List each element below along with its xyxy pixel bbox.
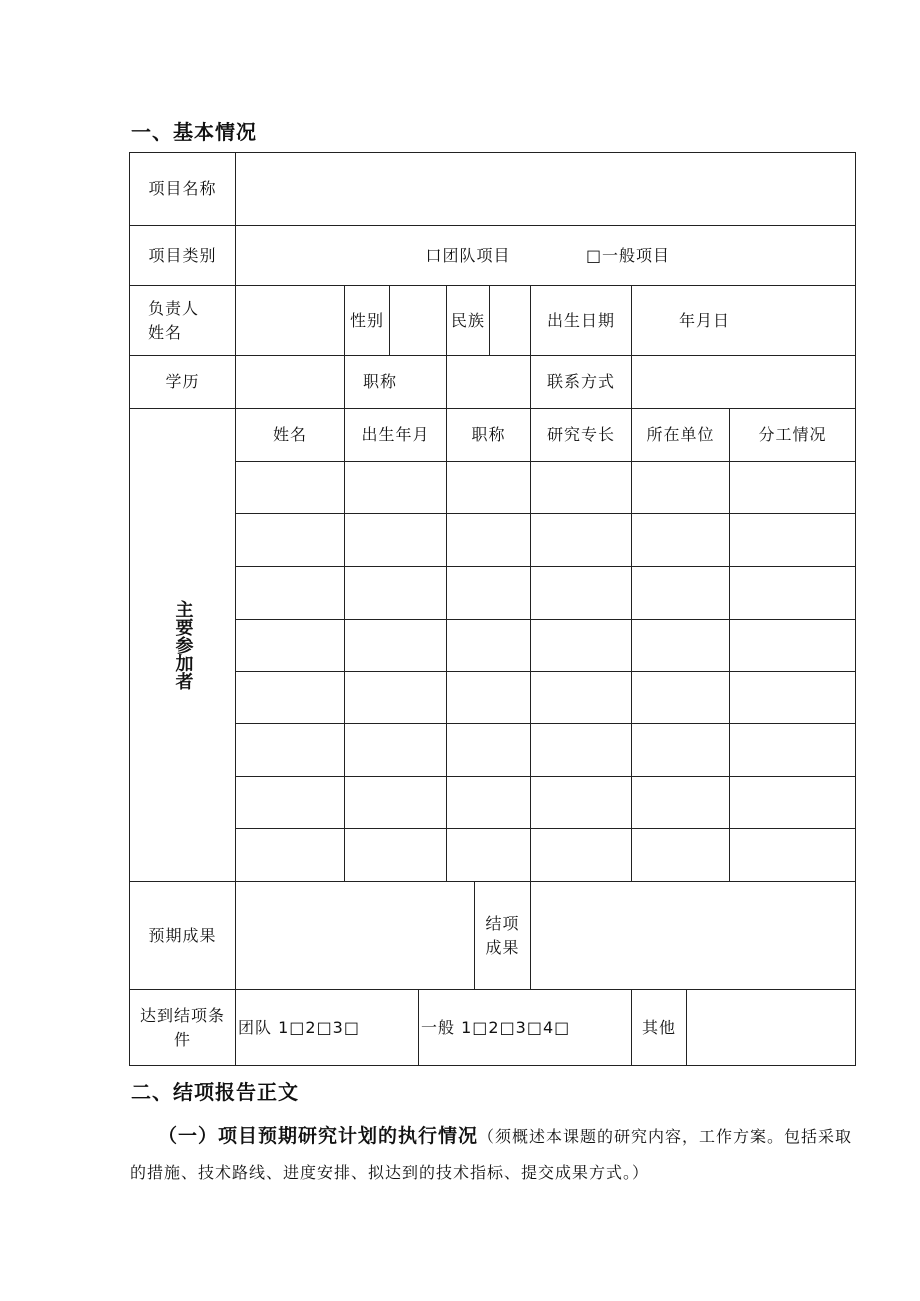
gender-label: 性别	[349, 310, 384, 330]
project-type-label: 项目类别	[148, 245, 217, 265]
expected-results-input[interactable]	[236, 882, 474, 989]
expected-results-label: 预期成果	[148, 925, 217, 945]
birth-date-label: 出生日期	[546, 310, 615, 330]
completion-results-input[interactable]	[531, 882, 855, 989]
project-name-input[interactable]	[236, 153, 855, 225]
conditions-general-options[interactable]: 一般 1□2□3□4□	[421, 1017, 571, 1037]
title-label: 职称	[362, 372, 397, 391]
subsection-1-title: （一）项目预期研究计划的执行情况	[158, 1125, 479, 1147]
type-option-general[interactable]: □一般项目	[585, 245, 671, 265]
participants-label-text: 主要参加者	[172, 600, 194, 690]
leader-name-label-line2: 姓名	[148, 322, 183, 342]
other-input[interactable]	[687, 990, 855, 1065]
completion-results-label-line1: 结项	[485, 913, 520, 933]
birth-date-value[interactable]: 年月日	[678, 310, 730, 330]
other-label: 其他	[641, 1017, 676, 1037]
title-input[interactable]	[447, 356, 530, 408]
leader-name-input[interactable]	[236, 286, 344, 355]
participant-header-title: 职称	[471, 425, 506, 444]
education-input[interactable]	[236, 356, 344, 408]
contact-label: 联系方式	[546, 372, 615, 391]
participant-header-name: 姓名	[272, 425, 307, 444]
conditions-label-line2: 件	[173, 1029, 191, 1049]
participant-header-specialty: 研究专长	[546, 425, 615, 444]
gender-input[interactable]	[390, 286, 446, 355]
education-label: 学历	[165, 372, 200, 391]
participant-header-role: 分工情况	[758, 425, 827, 444]
section-1-title: 一、基本情况	[131, 120, 257, 144]
conditions-label	[130, 990, 235, 1065]
conditions-team-options[interactable]: 团队 1□2□3□	[238, 1017, 360, 1037]
conditions-label-line1: 达到结项条	[139, 1005, 225, 1025]
leader-name-label-line1: 负责人	[148, 298, 200, 318]
completion-results-label-line2: 成果	[485, 937, 520, 957]
contact-input[interactable]	[632, 356, 855, 408]
project-name-label: 项目名称	[148, 179, 217, 198]
subsection-1-note: （须概述本课题的研究内容，工作方案。包括采取的措施、技术路线、进度安排、拟达到的技术指标、提交成果方式。）	[130, 1127, 853, 1182]
leader-name-label	[130, 286, 235, 355]
completion-results-label	[475, 882, 530, 989]
subsection-1	[130, 1118, 858, 1191]
ethnicity-input[interactable]	[490, 286, 530, 355]
type-option-team[interactable]: 口团队项目	[425, 245, 511, 265]
participants-label	[130, 409, 235, 881]
participant-header-birth: 出生年月	[361, 425, 430, 444]
ethnicity-label: 民族	[450, 310, 485, 330]
participant-header-unit: 所在单位	[646, 425, 715, 444]
section-2-title: 二、结项报告正文	[131, 1080, 299, 1104]
